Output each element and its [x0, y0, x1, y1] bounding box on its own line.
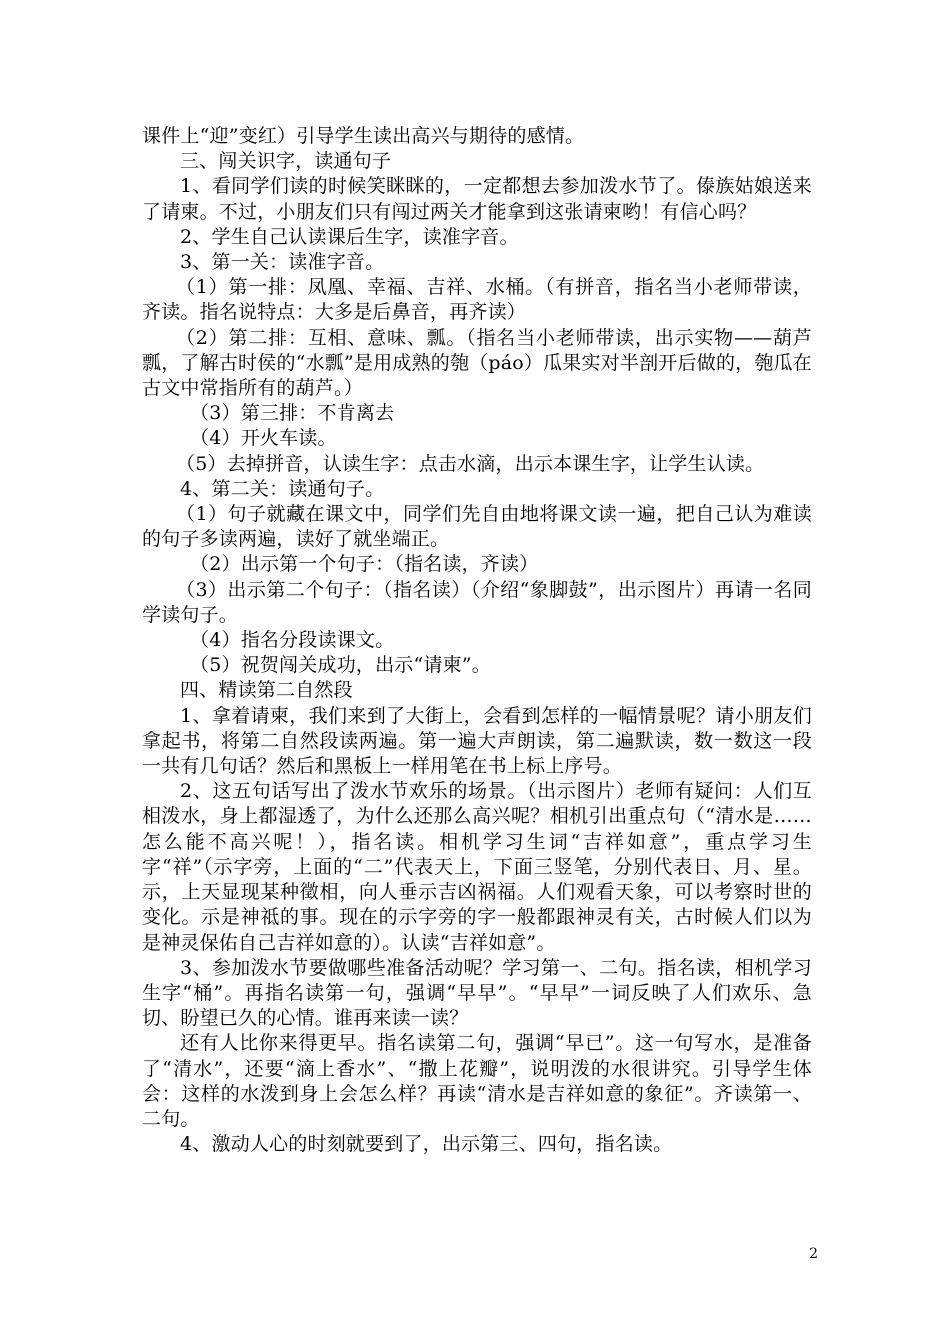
body-text	[142, 124, 812, 1157]
paragraph: （3）第三排：不肯离去	[190, 402, 395, 425]
paragraph: 3、参加泼水节要做哪些准备活动呢？学习第一、二句。指名读，相机学习生字“桶”。再指名读第一句，强调“早早”。“早早”一词反映了人们欢乐、急切、盼望已久的心情。谁再来读一读？	[142, 956, 812, 1030]
section-heading: 三、闯关识字，读通句子	[180, 150, 392, 173]
paragraph: （2）出示第一个句子：（指名读，齐读）	[190, 553, 539, 576]
paragraph: （4）开火车读。	[190, 427, 337, 450]
paragraph: （2）第二排：互相、意味、瓢。（指名当小老师带读，出示实物——葫芦瓢，了解古时侯的“水瓢”是用成熟的匏（páo）瓜果实对半剖开后做的，匏瓜在古文中常指所有的葫芦。）	[142, 326, 812, 400]
section-heading: 四、精读第二自然段	[180, 679, 353, 702]
paragraph: （1）句子就藏在课文中，同学们先自由地将课文读一遍，把自己认为难读的句子多读两遍，读好了就坐端正。	[142, 503, 812, 551]
paragraph: （5）祝贺闯关成功，出示“请柬”。	[190, 654, 491, 677]
paragraph: 还有人比你来得更早。指名读第二句，强调“早已”。这一句写水，是准备了“清水”，还要“滴上香水”、“撒上花瓣”，说明泼的水很讲究。引导学生体会：这样的水泼到身上会怎么样？再读“清水是吉祥如意的象征”。齐读第一、二句。	[142, 1032, 812, 1130]
page-number: 2	[809, 1246, 818, 1262]
paragraph: （5）去掉拼音，认读生字：点击水滴，出示本课生字，让学生认读。	[176, 452, 765, 475]
paragraph: 4、第二关：读通句子。	[180, 477, 385, 500]
paragraph: 1、看同学们读的时候笑眯眯的，一定都想去参加泼水节了。傣族姑娘送来了请柬。不过，小朋友们只有闯过两关才能拿到这张请柬哟！有信心吗？	[142, 175, 812, 223]
paragraph: 1、拿着请柬，我们来到了大街上，会看到怎样的一幅情景呢？请小朋友们拿起书，将第二自然段读两遍。第一遍大声朗读，第二遍默读，数一数这一段一共有几句话？然后和黑板上一样用笔在书上标上序号。	[142, 704, 812, 778]
paragraph: 课件上“迎”变红）引导学生读出高兴与期待的感情。	[142, 125, 585, 147]
paragraph: 4、激动人心的时刻就要到了，出示第三、四句，指名读。	[180, 1133, 673, 1156]
paragraph: 2、这五句话写出了泼水节欢乐的场景。（出示图片）老师有疑问：人们互相泼水，身上都湿透了，为什么还那么高兴呢？相机引出重点句（“清水是……怎么能不高兴呢！），指名读。相机学习生词“吉祥如意”，重点学习生字“祥”（示字旁，上面的“二”代表天上，下面三竖笔，分别代表日、月、星。示，上天显现某种徵相，向人垂示吉凶祸福。人们观看天象，可以考察时世的变化。示是神祗的事。现在的示字旁的字一般都跟神灵有关，古时候人们以为是神灵保佑自己吉祥如意的）。认读“吉祥如意”。	[142, 780, 812, 954]
paragraph: 2、学生自己认读课后生字，读准字音。	[180, 225, 519, 248]
paragraph: （1）第一排：凤凰、幸福、吉祥、水桶。（有拼音，指名当小老师带读，齐读。指名说特点：大多是后鼻音，再齐读）	[142, 276, 812, 324]
paragraph: （4）指名分段读课文。	[190, 629, 395, 652]
paragraph: （3）出示第二个句子：（指名读）（介绍“象脚鼓”，出示图片）再请一名同学读句子。	[142, 578, 812, 626]
paragraph: 3、第一关：读准字音。	[180, 251, 385, 274]
